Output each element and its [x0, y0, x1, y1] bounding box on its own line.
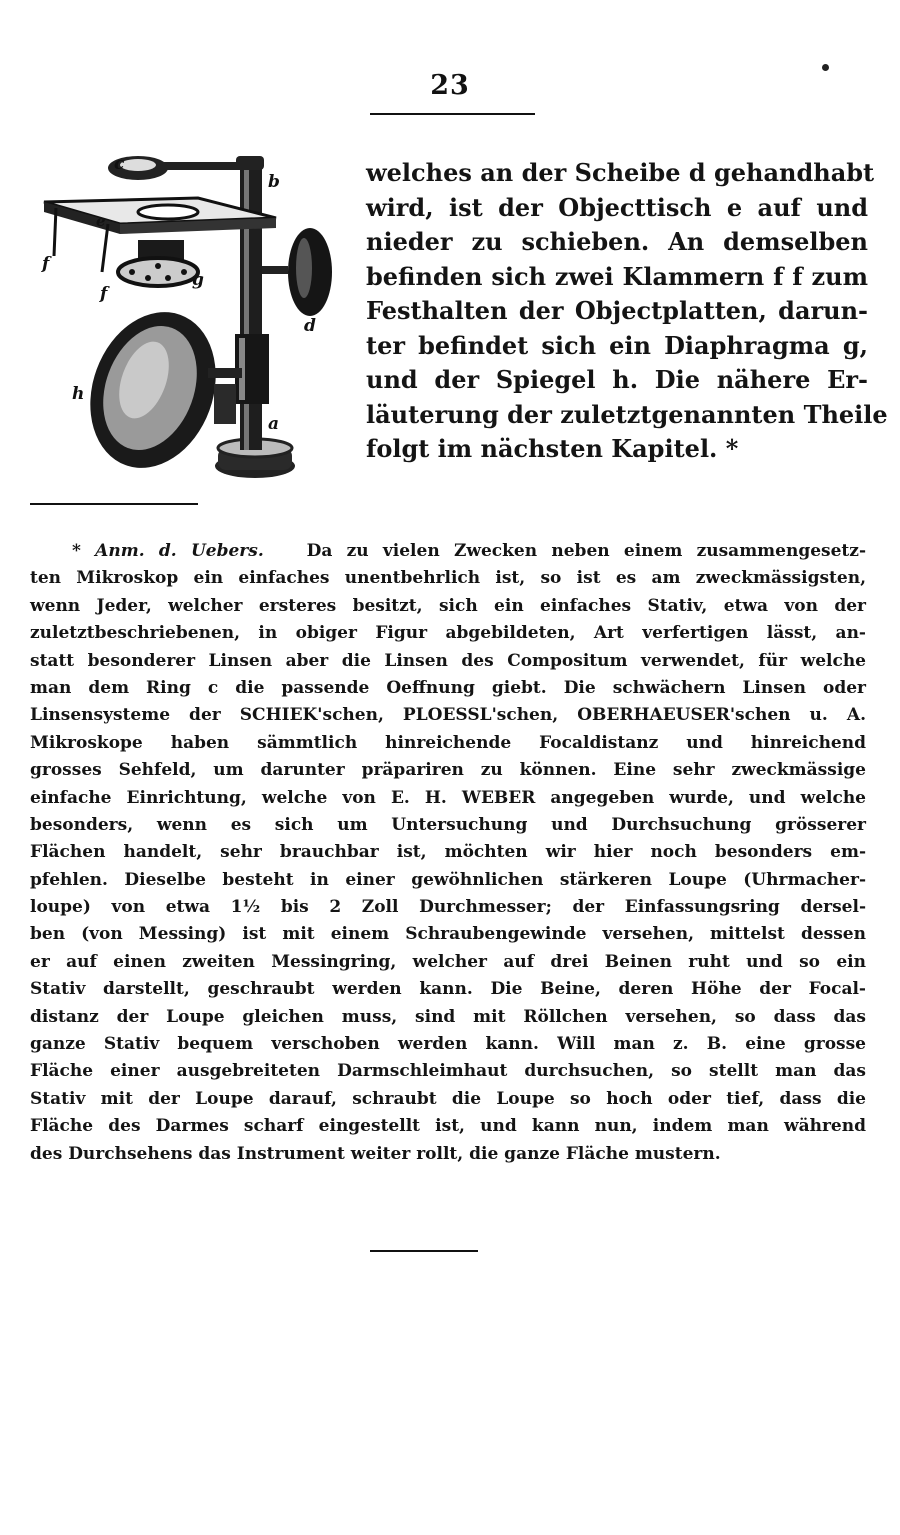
main-text-line: ter befindet sich ein Diaphragma g,: [366, 330, 868, 360]
figure-label-e: e: [96, 212, 106, 230]
ink-speck: [822, 64, 829, 71]
footnote-line: Stativ mit der Loupe darauf, schraubt die Loupe so hoch oder tief, dass die: [30, 1088, 866, 1109]
main-text-line: läuterung der zuletztgenannten Theile: [366, 399, 888, 429]
main-text-line: und der Spiegel h. Die nähere Er-: [366, 365, 868, 394]
main-text-line: welches an der Scheibe d gehandhabt: [366, 158, 875, 187]
footnote-line: einfache Einrichtung, welche von E. H. WEBER angegeben wurde, und welche: [30, 787, 866, 808]
main-text-line: Festhalten der Objectplatten, darun-: [366, 296, 868, 325]
figure-label-h: h: [72, 384, 85, 404]
footnote-line: besonders, wenn es sich um Untersuchung und Durchsuchung grösserer: [30, 814, 866, 835]
footnote-line: distanz der Loupe gleichen muss, sind mit Röllchen versehen, so dass das: [30, 1006, 866, 1027]
footnote-line: Fläche des Darmes scharf eingestellt ist, und kann nun, indem man während: [30, 1116, 866, 1137]
footnote-line: statt besonderer Linsen aber die Linsen des Compositum verwendet, für welche: [30, 650, 866, 671]
footnote-line: Stativ darstellt, geschraubt werden kann. Die Beine, deren Höhe der Focal-: [30, 979, 866, 1000]
footnote: [30, 538, 866, 1168]
figure-label-d: d: [304, 316, 316, 336]
header-rule: [370, 113, 535, 115]
footnote-line: grosses Sehfeld, um darunter präpariren zu können. Eine sehr zweckmässige: [30, 760, 866, 781]
figure-label-f1: f: [42, 254, 50, 274]
footnote-line: ten Mikroskop ein einfaches unentbehrlich ist, so ist es am zweckmässigsten,: [30, 568, 866, 589]
footnote-line: des Durchsehens das Instrument weiter rollt, die ganze Fläche mustern.: [30, 1143, 721, 1164]
microscope-illustration-icon: [38, 148, 338, 493]
footnote-line: Flächen handelt, sehr brauchbar ist, möchten wir hier noch besonders em-: [30, 842, 866, 863]
footnote-line: wenn Jeder, welcher ersteres besitzt, sich ein einfaches Stativ, etwa von der: [30, 595, 866, 616]
footnote-line: ganze Stativ bequem verschoben werden kann. Will man z. B. eine grosse: [30, 1034, 866, 1055]
figure-label-b: b: [268, 172, 280, 192]
footnote-first-line: [30, 538, 866, 565]
microscope-figure: [38, 148, 338, 493]
main-text-line: befinden sich zwei Klammern f f zum: [366, 261, 868, 291]
footnote-separator: [30, 503, 198, 505]
figure-label-f2: f: [100, 284, 108, 304]
footnote-first-line-text: Da zu vielen Zwecken neben einem zusammengesetz-: [306, 541, 866, 561]
main-text-line: nieder zu schieben. An demselben: [366, 227, 868, 256]
page-number: 23: [430, 70, 470, 101]
footnote-line: Linsensysteme der SCHIEK'schen, PLOESSL'schen, OBERHAEUSER'schen u. A.: [30, 705, 866, 726]
footnote-marker: * Anm. d. Uebers.: [72, 541, 264, 561]
figure-label-a: a: [268, 414, 280, 434]
main-text-line: folgt im nächsten Kapitel. *: [366, 434, 739, 463]
footnote-line: loupe) von etwa 1½ bis 2 Zoll Durchmesser; der Einfassungsring dersel-: [30, 897, 866, 918]
end-rule: [370, 1250, 478, 1252]
figure-label-c: c: [114, 154, 125, 174]
footnote-line: ben (von Messing) ist mit einem Schraubengewinde versehen, mittelst dessen: [30, 924, 866, 945]
figure-label-g: g: [192, 270, 204, 290]
footnote-line: man dem Ring c die passende Oeffnung giebt. Die schwächern Linsen oder: [30, 677, 866, 698]
footnote-line: er auf einen zweiten Messingring, welcher auf drei Beinen ruht und so ein: [30, 951, 866, 972]
footnote-line: pfehlen. Dieselbe besteht in einer gewöhnlichen stärkeren Loupe (Uhrmacher-: [30, 869, 866, 890]
main-text-line: wird, ist der Objecttisch e auf und: [366, 192, 868, 222]
footnote-line: Fläche einer ausgebreiteten Darmschleimhaut durchsuchen, so stellt man das: [30, 1061, 866, 1082]
main-paragraph: [366, 156, 888, 467]
footnote-line: zuletztbeschriebenen, in obiger Figur abgebildeten, Art verfertigen lässt, an-: [30, 623, 866, 644]
footnote-line: Mikroskope haben sämmtlich hinreichende Focaldistanz und hinreichend: [30, 732, 866, 753]
